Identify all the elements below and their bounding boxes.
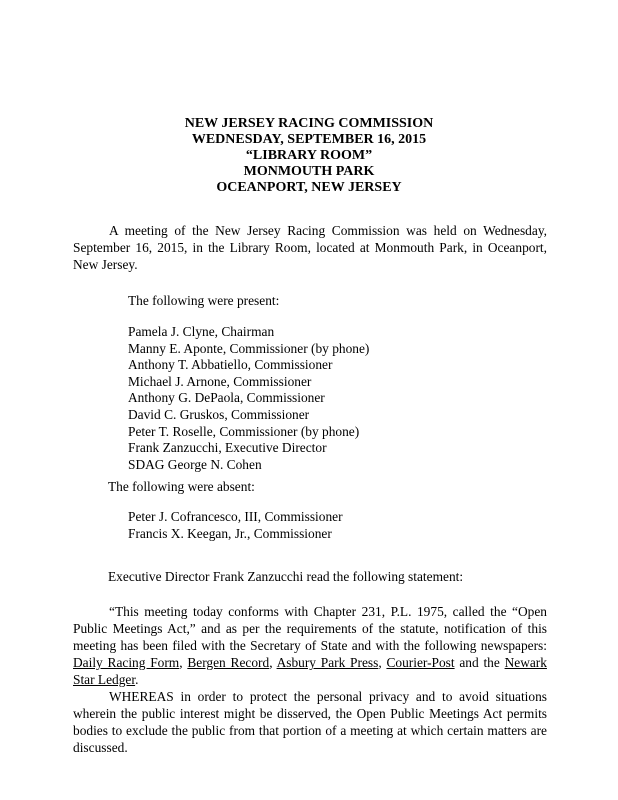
absent-list	[128, 509, 343, 542]
intro-paragraph: A meeting of the New Jersey Racing Commission was held on Wednesday, September 16, 2015, in the Library Room, located at Monmouth Park, in Oceanport, New Jersey.	[73, 223, 547, 272]
statement-intro: Executive Director Frank Zanzucchi read the following statement:	[108, 569, 464, 584]
attendee-item: Michael J. Arnone, Commissioner	[128, 373, 312, 389]
separator: and the	[454, 655, 505, 670]
statement-end: .	[135, 672, 139, 687]
attendee-item: Anthony T. Abbatiello, Commissioner	[128, 357, 333, 373]
absentee-item: Francis X. Keegan, Jr., Commissioner	[128, 525, 332, 541]
attendee-item: Manny E. Aponte, Commissioner (by phone)	[128, 340, 370, 356]
heading-location: OCEANPORT, NEW JERSEY	[216, 180, 402, 195]
attendee-item: Pamela J. Clyne, Chairman	[128, 324, 275, 339]
separator: ,	[378, 655, 387, 670]
heading-date: WEDNESDAY, SEPTEMBER 16, 2015	[191, 132, 427, 147]
attendee-item: David C. Gruskos, Commissioner	[128, 406, 310, 422]
heading-venue: MONMOUTH PARK	[243, 164, 375, 179]
newspaper-newark-star-ledger: Newark Star Ledger	[73, 655, 547, 687]
separator: ,	[179, 655, 188, 670]
whereas-paragraph: WHEREAS in order to protect the personal privacy and to avoid situations wherein the public interest might be disserved, the Open Public Meetings Act permits bodies to exclude the public from that portion of a meeting at which certain matters are discussed.	[73, 689, 547, 755]
newspaper-courier-post: Courier-Post	[386, 655, 455, 670]
newspaper-bergen-record: Bergen Record	[187, 655, 270, 670]
statement-paragraph	[73, 603, 547, 688]
present-label: The following were present:	[128, 293, 280, 308]
statement-text: “This meeting today conforms with Chapter 231, P.L. 1975, called the “Open Public Meetings Act,” and as per the requirements of the statute, notification of this meeting has been filed with the Secretary of State and with the following newspapers:	[73, 604, 547, 653]
newspaper-daily-racing-form: Daily Racing Form	[73, 655, 180, 670]
attendee-item: Anthony G. DePaola, Commissioner	[128, 390, 325, 406]
present-list	[128, 324, 369, 473]
separator: ,	[269, 655, 277, 670]
absent-label: The following were absent:	[108, 479, 255, 494]
heading-room: “LIBRARY ROOM”	[245, 148, 373, 163]
attendee-item: Peter T. Roselle, Commissioner (by phone)	[128, 423, 360, 439]
heading-commission-name: NEW JERSEY RACING COMMISSION	[184, 116, 434, 131]
attendee-item: Frank Zanzucchi, Executive Director	[128, 440, 327, 456]
newspaper-asbury-park-press: Asbury Park Press	[276, 655, 379, 670]
document-heading	[0, 116, 618, 196]
absentee-item: Peter J. Cofrancesco, III, Commissioner	[128, 509, 343, 524]
attendee-item: SDAG George N. Cohen	[128, 456, 262, 472]
